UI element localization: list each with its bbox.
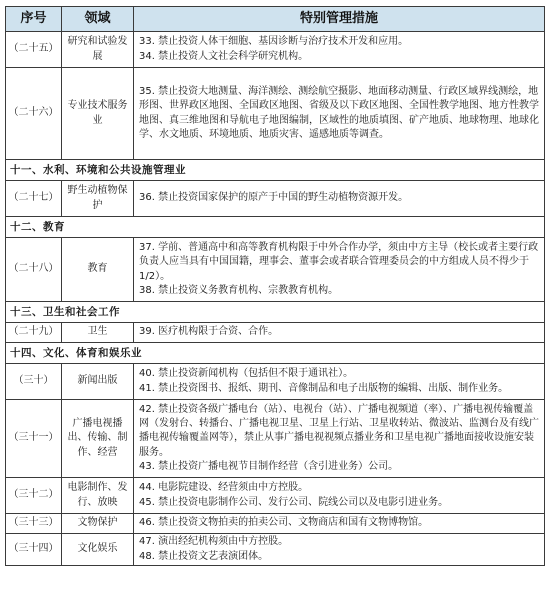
measure-item: 36. 禁止投资国家保护的原产于中国的野生动植物资源开发。 (139, 192, 409, 204)
table-row (6, 238, 545, 302)
row-measures (134, 238, 545, 302)
section-row (6, 160, 545, 181)
row-seq: （二十八） (6, 238, 62, 302)
row-measures (134, 514, 545, 534)
row-measures (134, 400, 545, 478)
special-management-measures-table (5, 6, 545, 566)
row-domain: 研究和试验发展 (62, 32, 134, 68)
table-body (6, 32, 545, 566)
table-row (6, 400, 545, 478)
measure-item: 40. 禁止投资新闻机构（包括但不限于通讯社）。 (139, 368, 354, 380)
measure-item: 41. 禁止投资图书、报纸、期刊、音像制品和电子出版物的编辑、出版、制作业务。 (139, 382, 509, 394)
table-row (6, 181, 545, 217)
measure-item: 47. 演出经纪机构须由中方控股。 (139, 536, 289, 548)
measure-item: 37. 学前、普通高中和高等教育机构限于中外合作办学，须由中方主导（校长或者主要行政负责人应当具有中国国籍，理事会、董事会或者联合管理委员会的中方组成人员不得少于 1/2）。 (139, 242, 539, 282)
table-header-row (6, 7, 545, 32)
measure-item: 38. 禁止投资义务教育机构、宗教教育机构。 (139, 284, 339, 296)
row-measures (134, 478, 545, 514)
row-measures (134, 364, 545, 400)
header-seq: 序号 (6, 7, 62, 32)
row-domain: 野生动植物保护 (62, 181, 134, 217)
section-title: 十一、水利、环境和公共设施管理业 (6, 160, 545, 181)
row-domain: 专业技术服务业 (62, 68, 134, 160)
row-measures (134, 68, 545, 160)
row-measures (134, 32, 545, 68)
row-seq: （二十五） (6, 32, 62, 68)
table-row (6, 68, 545, 160)
table-row (6, 364, 545, 400)
section-row (6, 217, 545, 238)
measure-item: 46. 禁止投资文物拍卖的拍卖公司、文物商店和国有文物博物馆。 (139, 517, 429, 529)
table-row (6, 534, 545, 566)
measure-item: 39. 医疗机构限于合资、合作。 (139, 326, 279, 338)
row-measures (134, 323, 545, 343)
table-row (6, 32, 545, 68)
row-domain: 教育 (62, 238, 134, 302)
row-measures (134, 181, 545, 217)
section-row (6, 302, 545, 323)
header-domain: 领域 (62, 7, 134, 32)
measure-item: 35. 禁止投资大地测量、海洋测绘、测绘航空摄影、地面移动测量、行政区域界线测绘，地形图、世界政区地图、全国政区地图、省级及以下政区地图、全国性教学地图、地方性教学地图、真三维地图和导航电子地图编制，区域性的地质填图、矿产地质、地球物理、地球化学、水文地质、环境地质、地质灾害、遥感地质等调查。 (139, 86, 539, 140)
row-seq: （二十七） (6, 181, 62, 217)
table-row (6, 514, 545, 534)
measure-item: 43. 禁止投资广播电视节目制作经营（含引进业务）公司。 (139, 460, 399, 472)
row-seq: （三十四） (6, 534, 62, 566)
row-measures (134, 534, 545, 566)
row-seq: （三十三） (6, 514, 62, 534)
row-domain: 电影制作、发行、放映 (62, 478, 134, 514)
table-row (6, 478, 545, 514)
row-domain: 新闻出版 (62, 364, 134, 400)
section-title: 十三、卫生和社会工作 (6, 302, 545, 323)
measure-item: 45. 禁止投资电影制作公司、发行公司、院线公司以及电影引进业务。 (139, 496, 449, 508)
row-seq: （三十） (6, 364, 62, 400)
row-seq: （二十六） (6, 68, 62, 160)
row-domain: 文物保护 (62, 514, 134, 534)
header-measures: 特别管理措施 (134, 7, 545, 32)
table-row (6, 323, 545, 343)
measure-item: 33. 禁止投资人体干细胞、基因诊断与治疗技术开发和应用。 (139, 36, 409, 48)
measure-item: 34. 禁止投资人文社会科学研究机构。 (139, 50, 309, 62)
row-domain: 文化娱乐 (62, 534, 134, 566)
measure-item: 42. 禁止投资各级广播电台（站）、电视台（站）、广播电视频道（率）、广播电视传输覆盖网（发射台、转播台、广播电视卫星、卫星上行站、卫星收转站、微波站、监测台及有线广播电视传输覆盖网等），禁止从事广播电视视频点播业务和卫星电视广播地面接收设施安装服务。 (139, 403, 539, 458)
section-title: 十二、教育 (6, 217, 545, 238)
section-row (6, 343, 545, 364)
measure-item: 44. 电影院建设、经营须由中方控股。 (139, 482, 309, 494)
row-seq: （二十九） (6, 323, 62, 343)
row-domain: 卫生 (62, 323, 134, 343)
measure-item: 48. 禁止投资文艺表演团体。 (139, 550, 269, 562)
section-title: 十四、文化、体育和娱乐业 (6, 343, 545, 364)
row-seq: （三十二） (6, 478, 62, 514)
row-seq: （三十一） (6, 400, 62, 478)
row-domain: 广播电视播出、传输、制作、经营 (62, 400, 134, 478)
